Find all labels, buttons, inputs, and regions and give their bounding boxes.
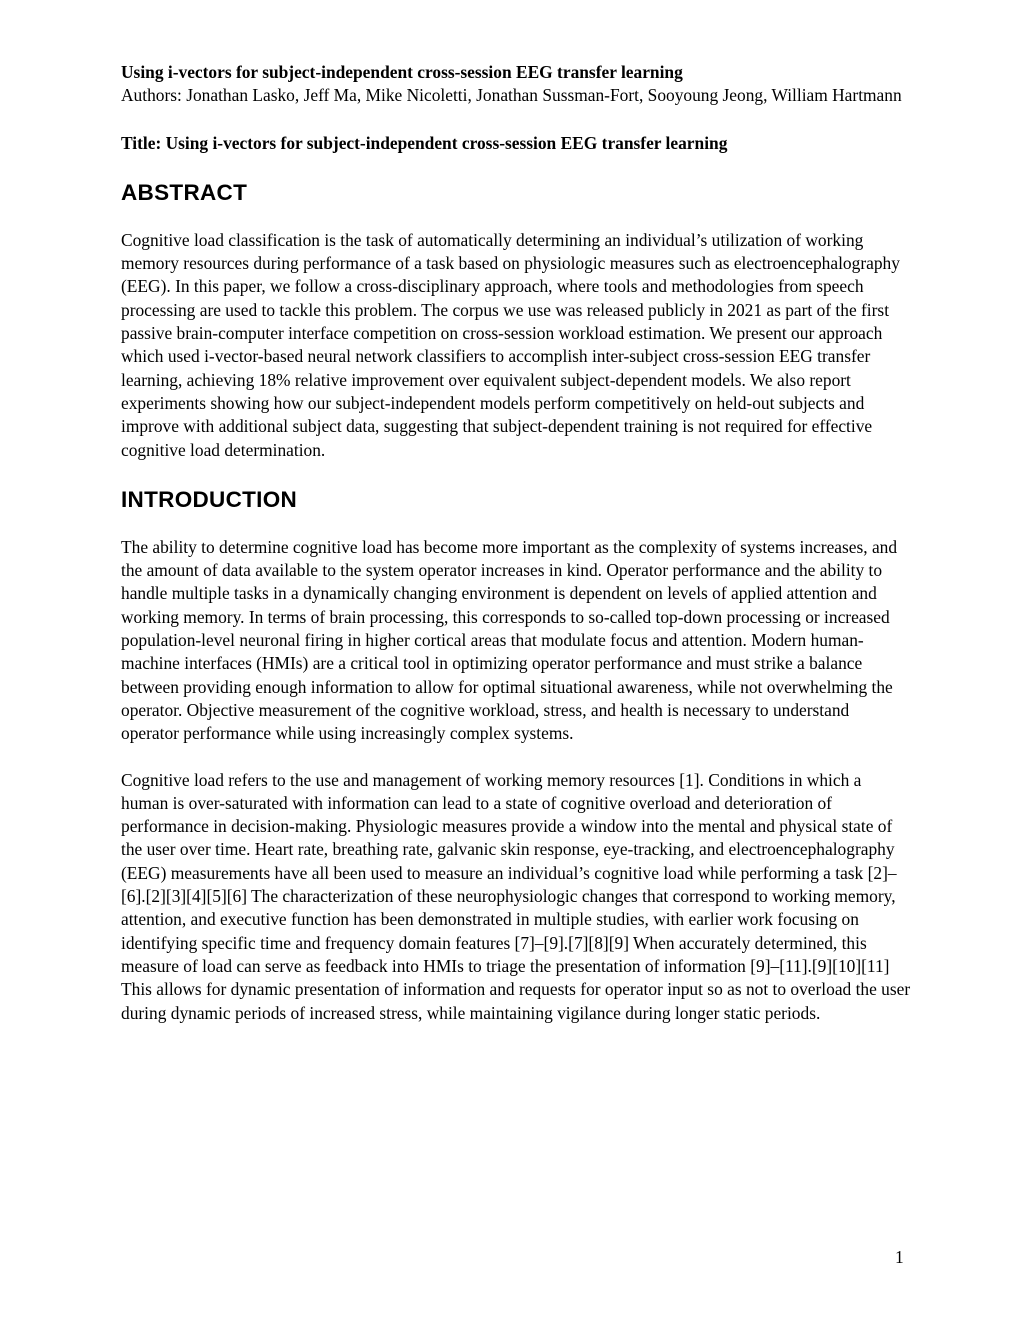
paper-page — [121, 61, 911, 1025]
abstract-heading: ABSTRACT — [121, 179, 248, 205]
paper-title: Title: Using i-vectors for subject-independent cross-session EEG transfer learning — [121, 132, 728, 153]
introduction-paragraph-2: Cognitive load refers to the use and management of working memory resources [1]. Conditions in which a human is over-saturated with information can lead to a state of cognitive overload and deterioration of performance in decision-making. Physiologic measures provide a window into the mental and physical state of the user over time. Heart rate, breathing rate, galvanic skin response, eye-tracking, and electroencephalography (EEG) measurements have all been used to measure an individual’s cognitive load while performing a task [2]–[6].[2][3][4][5][6] The characterization of these neurophysiologic changes that correspond to working memory, attention, and executive function has been demonstrated in multiple studies, with earlier work focusing on identifying specific time and frequency domain features [7]–[9].[7][8][9] When accurately determined, this measure of load can serve as feedback into HMIs to triage the presentation of information [9]–[11].[9][10][11] This allows for dynamic presentation of information and requests for operator input so as not to overload the user during dynamic periods of increased stress, while maintaining vigilance during longer static periods. — [121, 769, 911, 1023]
author-list: Authors: Jonathan Lasko, Jeff Ma, Mike Nicoletti, Jonathan Sussman-Fort, Sooyoung Jeong, William Hartmann — [121, 85, 902, 106]
running-header-title: Using i-vectors for subject-independent cross-session EEG transfer learning — [121, 62, 683, 82]
introduction-heading: INTRODUCTION — [121, 486, 298, 512]
abstract-paragraph: Cognitive load classification is the task of automatically determining an individual’s utilization of working memory resources during performance of a task based on physiologic measures such as electroencephalography (EEG). In this paper, we follow a cross-disciplinary approach, where tools and methodologies from speech processing are used to tackle this problem. The corpus we use was released publicly in 2021 as part of the first passive brain-computer interface competition on cross-session workload estimation. We present our approach which used i-vector-based neural network classifiers to accomplish inter-subject cross-session EEG transfer learning, achieving 18% relative improvement over equivalent subject-dependent models. We also report experiments showing how our subject-independent models perform competitively on held-out subjects and improve with additional subject data, suggesting that subject-dependent training is not required for effective cognitive load determination. — [121, 229, 900, 460]
page-number: 1 — [895, 1247, 904, 1267]
introduction-paragraph-1: The ability to determine cognitive load has become more important as the complexity of systems increases, and the amount of data available to the system operator increases in kind. Operator performance and the ability to handle multiple tasks in a dynamically changing environment is dependent on levels of applied attention and working memory. In terms of brain processing, this corresponds to so-called top-down processing or increased population-level neuronal firing in higher cortical areas that modulate focus and attention. Modern human-machine interfaces (HMIs) are a critical tool in optimizing operator performance and must strike a balance between providing enough information to allow for optimal situational awareness, while not overwhelming the operator. Objective measurement of the cognitive workload, stress, and health is necessary to understand operator performance while using increasingly complex systems. — [121, 536, 898, 744]
